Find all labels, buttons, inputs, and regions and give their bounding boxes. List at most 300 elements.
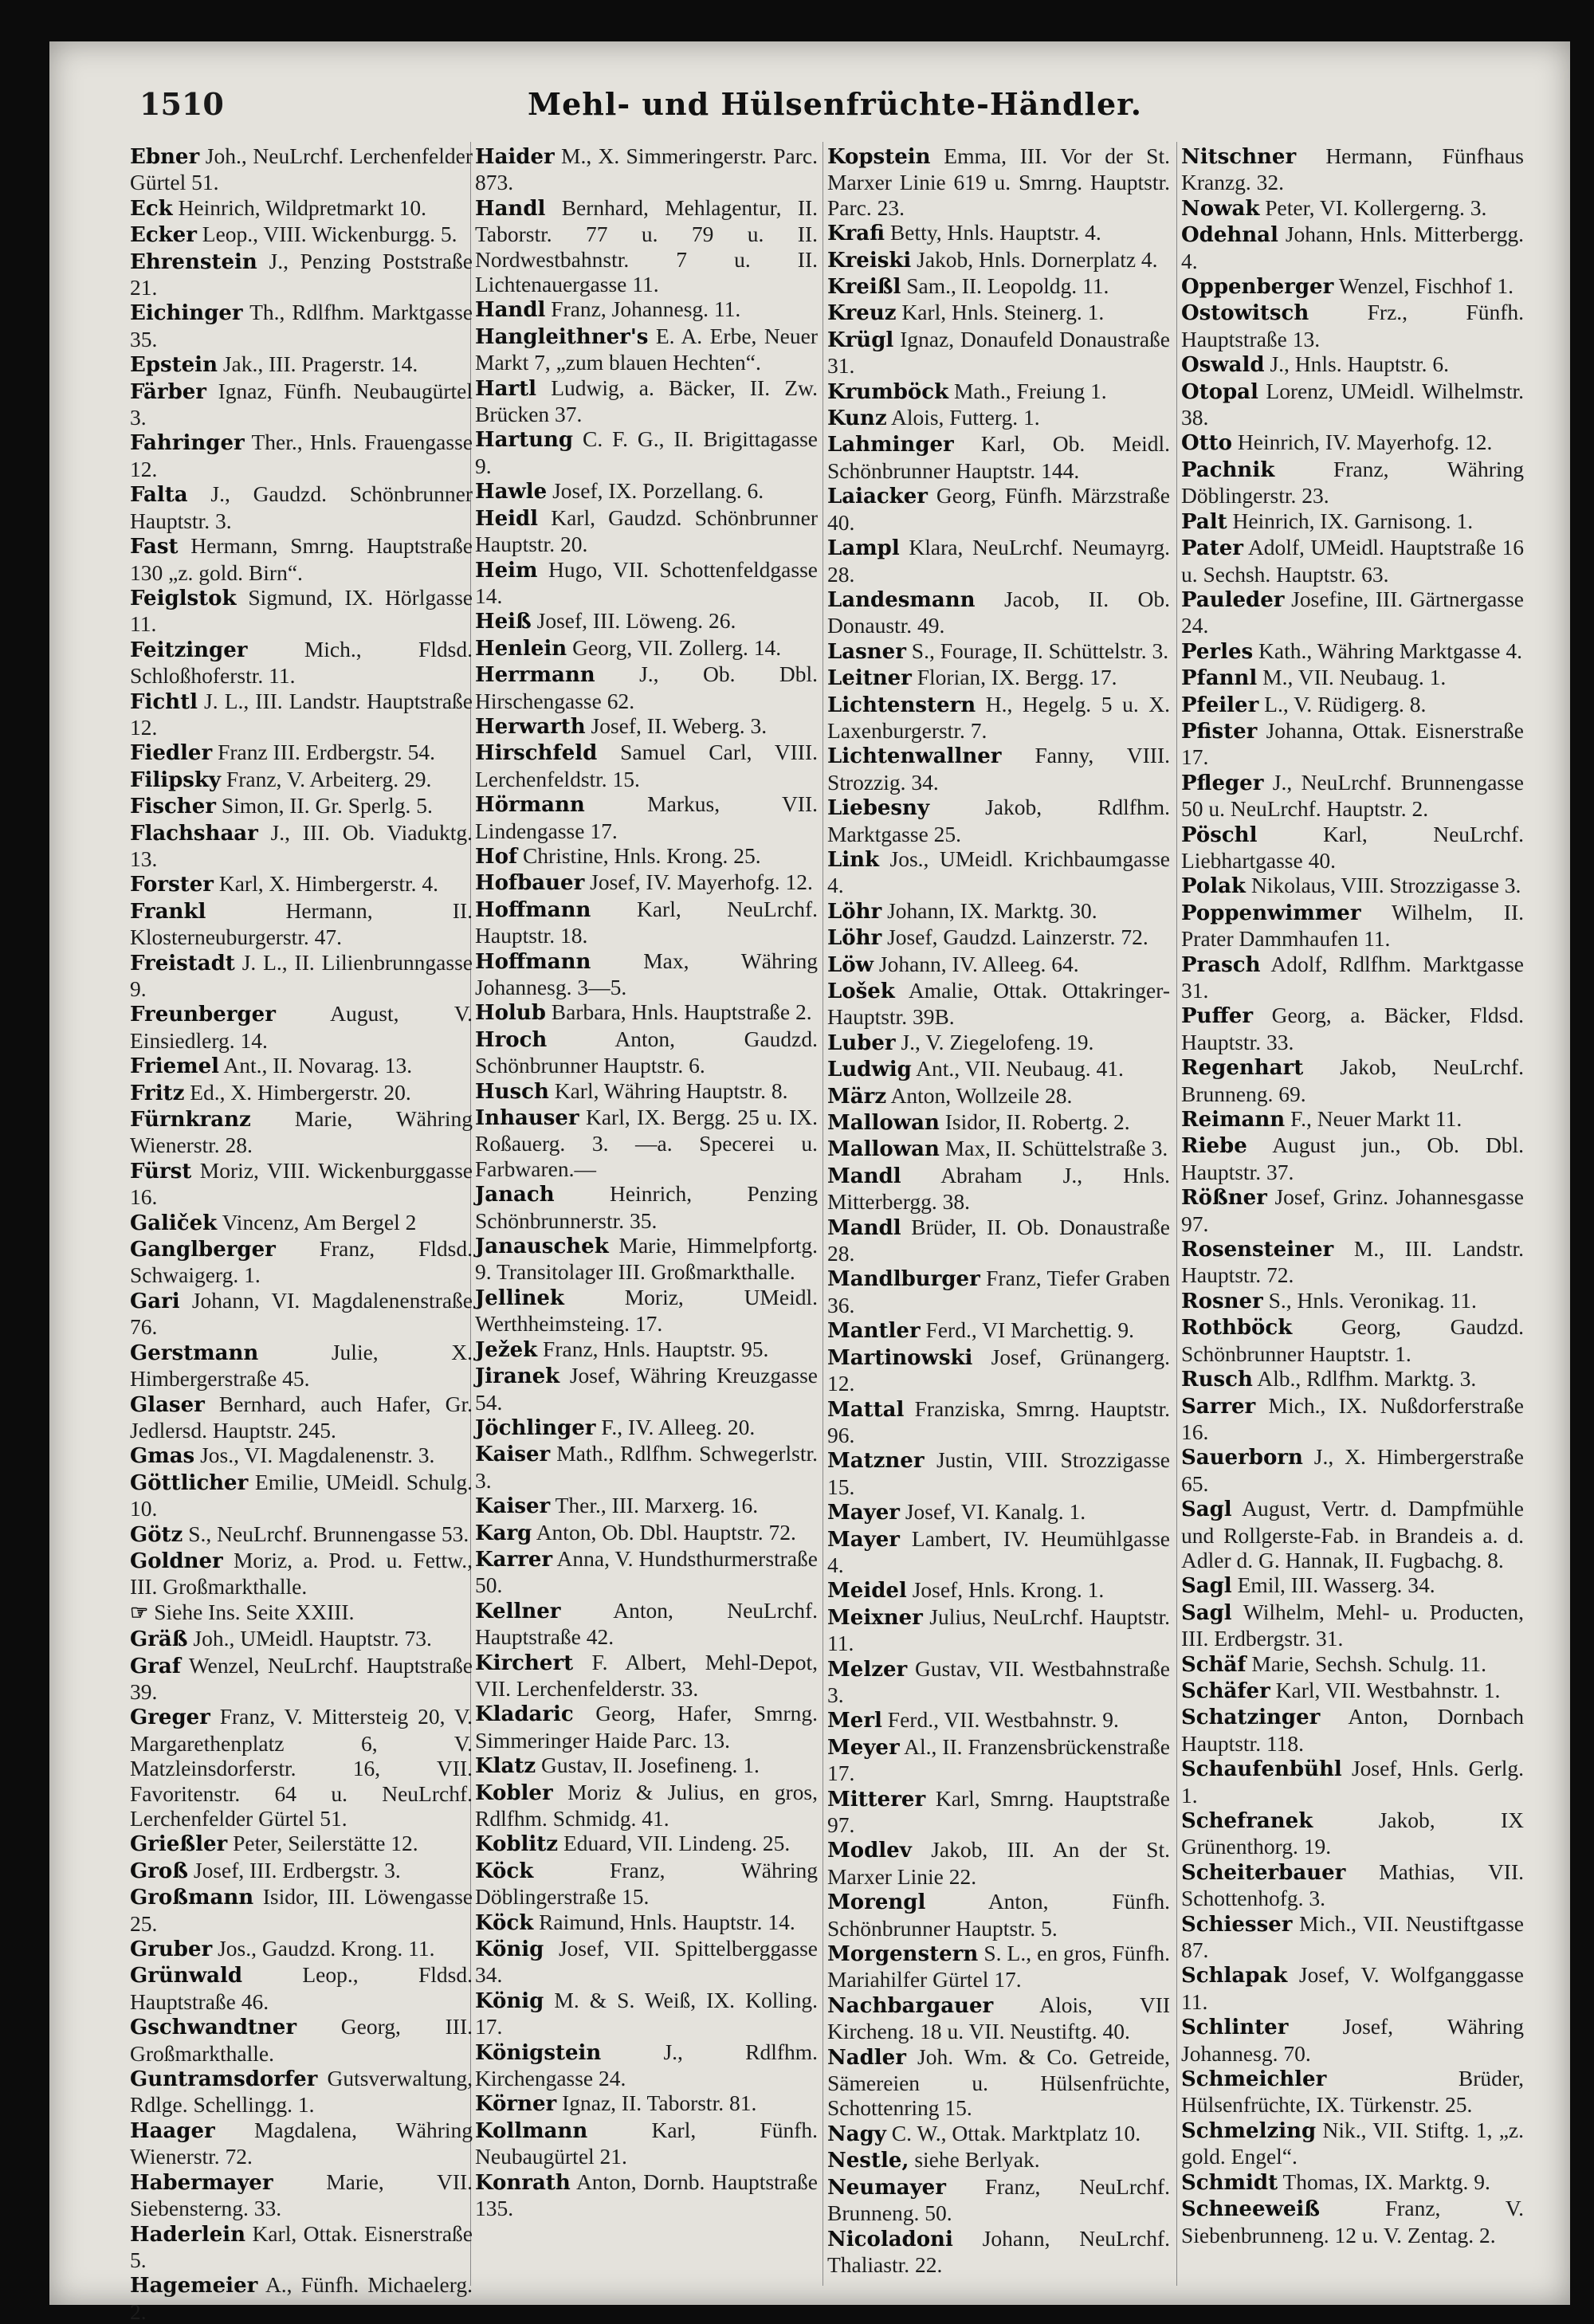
directory-entry	[475, 1936, 818, 1988]
directory-entry	[827, 1083, 1170, 1109]
entry-details: C. W., Ottak. Marktplatz 10.	[891, 2120, 1141, 2145]
entry-details: Jakob, Rdlfhm. Marktgasse 25.	[827, 795, 1170, 846]
directory-entry	[1181, 535, 1524, 587]
directory-entry	[827, 743, 1170, 795]
directory-entry	[1181, 1236, 1524, 1288]
entry-name: März	[827, 1084, 887, 1109]
entry-name: Kopstein	[827, 145, 931, 169]
entry-details: Magdalena, Währing Wienerstr. 72.	[130, 2117, 473, 2169]
entry-details: Johanna, Ottak. Eisnerstraße 17.	[1181, 717, 1524, 770]
entry-name: Gräß	[130, 1627, 188, 1652]
entry-details: Franz, Johannesg. 11.	[551, 296, 741, 322]
entry-details: Marie, Himmelpfortg. 9. Transitolager III. Großmarkthalle.	[475, 1233, 819, 1285]
entry-name: Fiedler	[130, 741, 213, 766]
entry-name: Handl	[475, 298, 546, 323]
directory-entry	[827, 1786, 1170, 1838]
directory-entry	[1181, 638, 1524, 665]
entry-name: Lichtenwallner	[827, 744, 1002, 769]
entry-name: Ostowitsch	[1181, 301, 1309, 326]
entry-details: M., VII. Neubaug. 1.	[1262, 665, 1447, 690]
entry-name: Mandl	[827, 1215, 901, 1240]
entry-details: Josef, Währing Johannesg. 70.	[1181, 2014, 1524, 2066]
entry-name: Krügl	[827, 328, 894, 352]
directory-entry	[827, 327, 1170, 379]
directory-entry	[130, 249, 473, 300]
entry-name: Hroch	[475, 1027, 548, 1052]
entry-details: Karl, Smrng. Hauptstraße 97.	[827, 1785, 1171, 1837]
entry-details: Markus, VII. Lindengasse 17.	[475, 791, 819, 843]
directory-entry	[1181, 1054, 1524, 1106]
entry-name: Otto	[1181, 431, 1233, 456]
entry-details: Vincenz, Am Bergel 2	[222, 1209, 417, 1235]
entry-name: Ecker	[130, 223, 197, 248]
entry-name: Nowak	[1181, 196, 1260, 221]
directory-entry	[827, 846, 1170, 898]
directory-entry	[1181, 1106, 1524, 1133]
directory-entry	[827, 300, 1170, 326]
entry-name: Gerstmann	[130, 1341, 259, 1365]
entry-name: Handl	[475, 196, 546, 221]
entry-details: J. L., III. Landstr. Hauptstraße 12.	[130, 688, 473, 740]
entry-name: Palt	[1181, 509, 1227, 534]
directory-entry	[1181, 1184, 1524, 1236]
entry-name: Groß	[130, 1859, 188, 1883]
entry-details: Ther., III. Marxerg. 16.	[555, 1493, 759, 1518]
directory-entry	[475, 296, 818, 323]
entry-details: Sigmund, IX. Hörlgasse 11.	[130, 584, 473, 637]
directory-entry	[827, 2174, 1170, 2226]
entry-name: Hagemeier	[130, 2274, 258, 2298]
entry-details: Ignaz, II. Taborstr. 81.	[562, 2090, 757, 2116]
directory-entry	[1181, 2118, 1524, 2169]
directory-entry	[130, 379, 473, 430]
directory-entry	[827, 898, 1170, 924]
entry-name: Schäfer	[1181, 1678, 1270, 1703]
entry-name: Haderlein	[130, 2222, 246, 2247]
entry-name: Großmann	[130, 1886, 254, 1910]
entry-details: Lorenz, UMeidl. Wilhelmstr. 38.	[1181, 378, 1524, 430]
entry-details: Hermann, Smrng. Hauptstraße 130 „z. gold. Birn“.	[130, 533, 473, 585]
entry-details: Brüder, Hülsenfrüchte, IX. Türkenstr. 25.	[1181, 2066, 1524, 2118]
entry-name: Grünwald	[130, 1964, 242, 1988]
directory-entry	[130, 2014, 473, 2066]
directory-entry	[130, 689, 473, 740]
entry-name: Hoffmann	[475, 949, 591, 974]
entry-name: Eck	[130, 196, 173, 221]
directory-entry	[475, 2039, 818, 2091]
entry-name: Scheiterbauer	[1181, 1860, 1346, 1885]
directory-entry	[1181, 1678, 1524, 1704]
entry-name: Hofbauer	[475, 871, 585, 896]
entry-details: Justin, VIII. Strozzigasse 15.	[827, 1447, 1170, 1499]
entry-name: Flachshaar	[130, 821, 258, 846]
entry-name: Jellinek	[475, 1286, 564, 1310]
directory-entry	[827, 692, 1170, 744]
directory-entry	[1181, 1003, 1524, 1054]
entry-details: Franz, V. Arbeiterg. 29.	[226, 766, 432, 791]
entry-details: Josef, II. Weberg. 3.	[591, 713, 768, 738]
directory-entry	[1181, 1651, 1524, 1678]
entry-details: Anton, Dornbach Hauptstr. 118.	[1181, 1704, 1524, 1756]
directory-entry	[1181, 1962, 1524, 2014]
entry-name: Epstein	[130, 353, 218, 378]
directory-entry	[1181, 1808, 1524, 1859]
directory-entry	[1181, 1600, 1524, 1651]
entry-details: Max, II. Schüttelstraße 3.	[944, 1136, 1168, 1161]
entry-name: Greger	[130, 1706, 210, 1730]
entry-name: Kobler	[475, 1780, 553, 1805]
entry-details: Karl, VII. Westbahnstr. 1.	[1275, 1677, 1501, 1702]
directory-entry	[475, 1650, 818, 1702]
entry-name: Mattal	[827, 1397, 905, 1422]
directory-entry	[1181, 351, 1524, 378]
entry-name: Köck	[475, 1910, 534, 1935]
directory-entry	[130, 1340, 473, 1392]
entry-name: Schefranek	[1181, 1809, 1313, 1833]
entry-name: Göttlicher	[130, 1470, 249, 1495]
entry-name: Kellner	[475, 1599, 561, 1623]
entry-name: Heim	[475, 558, 538, 583]
directory-entry	[130, 950, 473, 1002]
directory-entry	[130, 1653, 473, 1705]
directory-entry	[1181, 143, 1524, 195]
directory-entry	[827, 2226, 1170, 2278]
entry-details: Betty, Hnls. Hauptstr. 4.	[889, 220, 1101, 245]
entry-name: Matzner	[827, 1449, 925, 1474]
entry-name: Mayer	[827, 1501, 900, 1525]
directory-entry	[475, 1546, 818, 1598]
entry-name: Nadler	[827, 2045, 906, 2070]
entry-details: M., III. Landstr. Hauptstr. 72.	[1181, 1236, 1524, 1288]
directory-entry	[130, 740, 473, 766]
directory-entry	[827, 483, 1170, 535]
entry-name: Feiglstok	[130, 586, 237, 610]
directory-entry	[1181, 2066, 1524, 2118]
entry-details: Karl, IX. Bergg. 25 u. IX. Roßauerg. 3. —a. Specerei u. Farbwaren.—	[475, 1105, 818, 1181]
entry-name: Schlapak	[1181, 1964, 1288, 1988]
directory-entry	[1181, 1859, 1524, 1911]
directory-entry	[475, 195, 818, 297]
entry-name: Fritz	[130, 1081, 185, 1105]
entry-details: Georg, III. Großmarkthalle.	[130, 2014, 473, 2066]
entry-details: Mathias, VII. Schottenhofg. 3.	[1181, 1859, 1525, 1911]
entry-details: Georg, VII. Zollerg. 14.	[572, 634, 782, 660]
entry-name: Perles	[1181, 639, 1254, 664]
page-number: 1510	[139, 86, 224, 122]
entry-details: S. L., en gros, Fünfh. Mariahilfer Gürtel 17.	[827, 1941, 1170, 1992]
entry-name: Hörmann	[475, 793, 585, 818]
entry-name: Heidl	[475, 506, 539, 531]
entry-name: Kaiser	[475, 1443, 551, 1467]
directory-entry	[827, 1577, 1170, 1604]
entry-name: Götz	[130, 1522, 183, 1547]
entry-name: Karg	[475, 1521, 532, 1545]
directory-entry	[827, 1941, 1170, 1992]
directory-column-4	[1181, 143, 1524, 2247]
entry-name: Fichtl	[130, 689, 198, 714]
entry-details: Adolf, UMeidl. Hauptstraße 16 u. Sechsh. Hauptstr. 63.	[1181, 535, 1524, 587]
entry-details: Ferd., VII. Westbahnstr. 9.	[887, 1707, 1119, 1733]
entry-details: Josef, VII. Spittelberggasse 34.	[475, 1936, 818, 1988]
directory-entry	[475, 426, 818, 478]
entry-details: Moriz, UMeidl. Werthheimsteing. 17.	[475, 1284, 818, 1337]
directory-entry	[130, 637, 473, 689]
directory-entry	[1181, 1133, 1524, 1184]
entry-name: Fahringer	[130, 431, 245, 456]
entry-details: Josef, IV. Mayerhofg. 12.	[590, 870, 813, 895]
entry-details: Franz, Währing Döblingerstraße 15.	[475, 1857, 819, 1910]
entry-name: Prasch	[1181, 952, 1261, 977]
entry-details: Florian, IX. Bergg. 17.	[917, 665, 1117, 690]
directory-entry	[130, 2272, 473, 2324]
entry-name: Janauschek	[475, 1235, 609, 1259]
entry-details: Ferd., VI Marchettig. 9.	[925, 1317, 1134, 1343]
directory-entry	[827, 1396, 1170, 1448]
entry-details: Leop., Fldsd. Hauptstraße 46.	[130, 1962, 473, 2014]
entry-details: Karl, Hnls. Steinerg. 1.	[901, 300, 1105, 325]
entry-name: Jöchlinger	[475, 1415, 596, 1440]
directory-entry	[827, 587, 1170, 638]
directory-entry	[475, 1831, 818, 1857]
entry-details: Thomas, IX. Marktg. 9.	[1282, 2169, 1490, 2194]
directory-entry	[1181, 1393, 1524, 1445]
entry-name: Frankl	[130, 899, 206, 924]
directory-entry	[130, 1831, 473, 1857]
entry-details: Anton, Wollzeile 28.	[890, 1082, 1073, 1108]
entry-name: Pauleder	[1181, 587, 1285, 612]
entry-details: Frz., Fünfh. Hauptstraße 13.	[1181, 300, 1524, 351]
page-title: Mehl- und Hülsenfrüchte-Händler.	[528, 86, 1142, 122]
directory-entry	[475, 1910, 818, 1936]
entry-details: Ignaz, Fünfh. Neubaugürtel 3.	[130, 378, 473, 430]
entry-details: S., Hnls. Veronikag. 11.	[1268, 1287, 1477, 1313]
directory-entry	[475, 608, 818, 634]
entry-details: Josef, IX. Porzellang. 6.	[552, 478, 764, 504]
directory-entry	[130, 481, 473, 533]
entry-name: Freistadt	[130, 951, 235, 976]
directory-entry	[475, 1780, 818, 1831]
directory-entry	[1181, 718, 1524, 770]
entry-details: Sam., II. Leopoldg. 11.	[906, 273, 1109, 299]
directory-entry	[827, 665, 1170, 691]
entry-details: Math., Rdlfhm. Schwegerlstr. 3.	[475, 1441, 819, 1493]
entry-name: Morgenstern	[827, 1942, 979, 1967]
directory-entry	[130, 1521, 473, 1548]
entry-details: Al., II. Franzensbrückenstraße 17.	[827, 1733, 1170, 1786]
directory-entry	[827, 1109, 1170, 1136]
directory-entry	[827, 1136, 1170, 1162]
entry-name: Kaiser	[475, 1494, 551, 1519]
entry-details: Josef, VI. Kanalg. 1.	[905, 1499, 1086, 1525]
entry-details: Karl, X. Himbergerstr. 4.	[218, 871, 439, 897]
entry-name: Schneeweiß	[1181, 2197, 1321, 2222]
entry-details: Franz III. Erdbergstr. 54.	[218, 740, 435, 765]
directory-entry	[1181, 587, 1524, 638]
directory-entry	[1181, 692, 1524, 718]
entry-name: Gruber	[130, 1937, 213, 1962]
entry-name: Löw	[827, 952, 874, 977]
entry-details: Jakob, IX Grünenthorg. 19.	[1181, 1808, 1524, 1859]
directory-entry	[475, 2118, 818, 2169]
entry-details: Josef, III. Löweng. 26.	[536, 608, 736, 634]
entry-name: Regenhart	[1181, 1056, 1304, 1081]
entry-details: Jos., UMeidl. Krichbaumgasse 4.	[827, 846, 1170, 898]
entry-details: Moriz, a. Prod. u. Fettw., III. Großmarkthalle.	[130, 1547, 473, 1600]
entry-details: Ignaz, Donaufeld Donaustraße 31.	[827, 326, 1171, 379]
entry-name: Pfannl	[1181, 666, 1258, 691]
entry-name: Hirschfeld	[475, 741, 598, 766]
entry-details: Emilie, UMeidl. Schulg. 10.	[130, 1469, 473, 1521]
directory-entry	[475, 1441, 818, 1493]
entry-name: Rößner	[1181, 1186, 1267, 1211]
directory-entry	[827, 1992, 1170, 2044]
entry-details: Anton, Fünfh. Schönbrunner Hauptstr. 5.	[827, 1889, 1171, 1941]
directory-entry	[475, 1027, 818, 1078]
entry-details: Wenzel, Fischhof 1.	[1338, 273, 1514, 299]
entry-details: Bernhard, auch Hafer, Gr. Jedlersd. Hauptstr. 245.	[130, 1391, 473, 1443]
directory-entry	[827, 1030, 1170, 1056]
entry-name: Liebesny	[827, 796, 930, 821]
entry-name: Rosensteiner	[1181, 1238, 1334, 1262]
entry-details: Barbara, Hnls. Hauptstraße 2.	[551, 999, 812, 1025]
entry-details: Anna, V. Hundsthurmerstraße 50.	[475, 1545, 818, 1598]
directory-entry	[475, 897, 818, 948]
entry-name: Gschwandtner	[130, 2016, 297, 2040]
directory-entry	[475, 1493, 818, 1519]
entry-name: Hartung	[475, 428, 574, 453]
directory-entry	[475, 1078, 818, 1105]
entry-name: Haager	[130, 2118, 215, 2143]
directory-entry	[475, 713, 818, 740]
entry-name: Kollmann	[475, 2118, 588, 2143]
directory-entry	[130, 1288, 473, 1340]
directory-entry	[130, 2118, 473, 2169]
directory-entry	[475, 661, 818, 713]
entry-name: Jiranek	[475, 1364, 560, 1389]
entry-name: Melzer	[827, 1657, 908, 1682]
directory-entry	[130, 1600, 473, 1626]
entry-details: Joh., NeuLrchf. Lerchenfelder Gürtel 51.	[130, 143, 473, 195]
entry-name: Hartl	[475, 376, 536, 401]
entry-details: Mich., VII. Neustiftgasse 87.	[1181, 1910, 1525, 1963]
entry-name: Gari	[130, 1289, 180, 1313]
entry-details: Franz, NeuLrchf. Brunneng. 50.	[827, 2173, 1171, 2226]
entry-name: Mandl	[827, 1164, 901, 1188]
directory-column-2	[475, 143, 818, 2221]
entry-name: Holub	[475, 1001, 546, 1026]
entry-details: Josef, Währing Kreuzgasse 54.	[475, 1363, 818, 1415]
directory-entry	[130, 1392, 473, 1443]
entry-name: Galiček	[130, 1211, 218, 1235]
directory-entry	[130, 871, 473, 897]
entry-details: F., Neuer Markt 11.	[1290, 1106, 1462, 1132]
entry-name: Oppenberger	[1181, 275, 1334, 300]
entry-details: Marie, VII. Siebensterng. 33.	[130, 2169, 473, 2221]
entry-details: M., X. Simmeringerstr. Parc. 873.	[475, 143, 818, 195]
entry-details: Heinrich, Penzing Schönbrunnerstr. 35.	[475, 1181, 819, 1233]
entry-name: Lasner	[827, 639, 906, 664]
entry-details: Bernhard, Mehlagentur, II. Taborstr. 77 u. 79 u. II. Nordwestbahnstr. 7 u. II. Lichtenauergasse 11.	[475, 194, 819, 297]
directory-entry	[475, 1233, 818, 1285]
directory-entry	[130, 1704, 473, 1831]
entry-name: Nicoladoni	[827, 2227, 953, 2251]
entry-details: A., Fünfh. Michaelerg. 2.	[130, 2272, 473, 2324]
entry-name: Oswald	[1181, 353, 1265, 378]
entry-details: Hermann, Fünfhaus Kranzg. 32.	[1181, 143, 1524, 195]
entry-details: Nikolaus, VIII. Strozzigasse 3.	[1250, 873, 1521, 898]
entry-details: Karl, NeuLrchf. Liebhartgasse 40.	[1181, 821, 1525, 873]
entry-details: Lambert, IV. Heumühlgasse 4.	[827, 1525, 1170, 1577]
entry-name: Kreuz	[827, 301, 897, 326]
directory-entry	[130, 1236, 473, 1288]
entry-details: Abraham J., Hnls. Mitterbergg. 38.	[827, 1162, 1170, 1215]
entry-name: Pöschl	[1181, 822, 1258, 847]
entry-name: Schlinter	[1181, 2016, 1289, 2040]
entry-name: Sarrer	[1181, 1394, 1256, 1419]
entry-name: Freunberger	[130, 1003, 276, 1027]
entry-details: L., V. Rüdigerg. 8.	[1264, 691, 1427, 716]
directory-entry	[827, 535, 1170, 587]
entry-details: Georg, Hafer, Smrng. Simmeringer Haide Parc. 13.	[475, 1701, 818, 1753]
directory-entry	[475, 635, 818, 661]
entry-name: Fischer	[130, 795, 216, 819]
entry-details: Ludwig, a. Bäcker, II. Zw. Brücken 37.	[475, 375, 818, 427]
entry-details: Peter, Seilerstätte 12.	[233, 1831, 418, 1856]
entry-name: Landesmann	[827, 587, 976, 612]
directory-entry	[1181, 1314, 1524, 1366]
directory-entry	[827, 2147, 1170, 2173]
directory-entry	[827, 1266, 1170, 1317]
entry-name: Kreißl	[827, 275, 901, 300]
entry-name: Hawle	[475, 480, 548, 504]
entry-name: Leitner	[827, 666, 912, 691]
entry-name: Luber	[827, 1030, 896, 1055]
entry-name: Otopal	[1181, 379, 1258, 404]
directory-entry	[130, 2169, 473, 2221]
directory-entry	[475, 1181, 818, 1233]
entry-details: Alb., Rdlfhm. Marktg. 3.	[1257, 1366, 1477, 1392]
entry-details: J., X. Himbergerstraße 65.	[1181, 1444, 1525, 1496]
directory-entry	[475, 1363, 818, 1415]
entry-name: Pfister	[1181, 719, 1258, 744]
entry-name: Lahminger	[827, 433, 954, 457]
directory-entry	[827, 924, 1170, 951]
page-header	[139, 86, 1530, 124]
entry-name: Gmas	[130, 1444, 195, 1469]
entry-name: Mallowan	[827, 1111, 940, 1136]
entry-name: König	[475, 1988, 544, 2013]
entry-details: J., Gaudzd. Schönbrunner Hauptstr. 3.	[130, 481, 473, 533]
entry-name: Rothböck	[1181, 1316, 1293, 1341]
directory-entry	[1181, 1366, 1524, 1392]
entry-name: Schaufenbühl	[1181, 1757, 1342, 1782]
entry-name: Sagl	[1181, 1600, 1232, 1625]
directory-entry	[1181, 900, 1524, 952]
entry-details: Johann, IV. Alleeg. 64.	[878, 951, 1079, 976]
directory-entry	[1181, 822, 1524, 873]
entry-name: Falta	[130, 483, 188, 508]
directory-entry	[827, 1163, 1170, 1215]
entry-name: Kreiski	[827, 248, 912, 273]
entry-details: Josefine, III. Gärtnergasse 24.	[1181, 586, 1524, 638]
directory-entry	[827, 247, 1170, 273]
directory-entry	[1181, 1288, 1524, 1314]
entry-name: Pachnik	[1181, 457, 1275, 482]
entry-details: Fanny, VIII. Strozzig. 34.	[827, 743, 1170, 795]
directory-entry	[475, 1598, 818, 1650]
entry-details: Samuel Carl, VIII. Lerchenfeldstr. 15.	[475, 740, 819, 791]
directory-entry	[1181, 2169, 1524, 2196]
